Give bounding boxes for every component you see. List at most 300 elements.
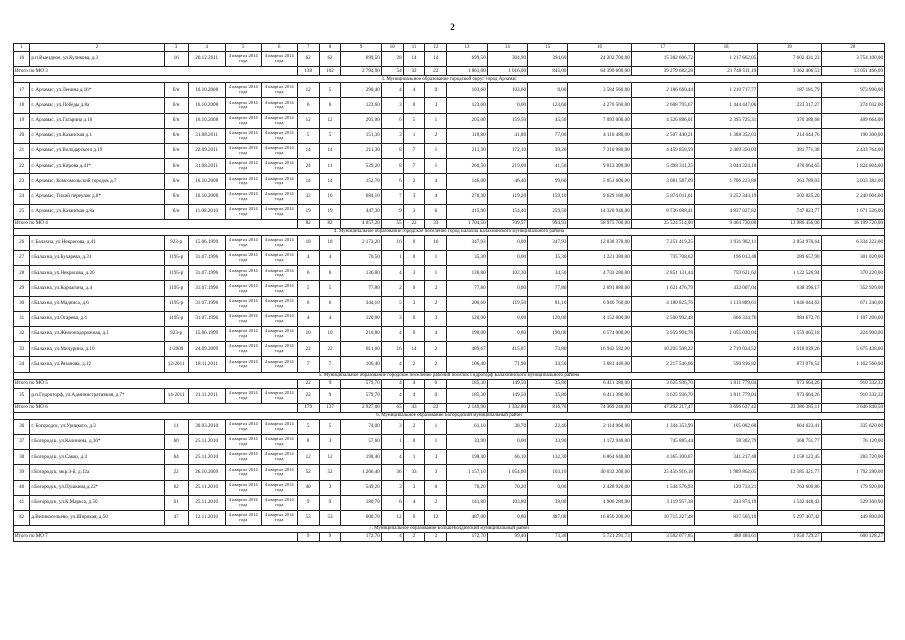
table-cell: 159,10 (528, 189, 568, 204)
table-cell: 4 квартал 2014 года (261, 480, 297, 495)
table-cell: 5 498 311,25 (631, 159, 694, 174)
column-number: 17 (631, 44, 694, 52)
table-row (14, 83, 885, 98)
table-cell: 4 квартал 2014 года (225, 450, 261, 465)
table-cell: 4 квартал 2014 года (261, 327, 297, 342)
table-cell: 5 675 438,00 (821, 342, 884, 357)
table-cell: 31.07.1996 (188, 251, 225, 266)
table-cell: 4 (381, 327, 403, 342)
table-cell: 394,60 (528, 52, 568, 67)
table-cell: 1 (425, 143, 447, 158)
table-cell: 2 217 546,66 (631, 357, 694, 372)
table-cell: 36 (381, 465, 403, 480)
table-cell: 7 (403, 143, 425, 158)
subtotal-cell: 816,70 (528, 403, 568, 412)
subtotal-cell: 58 975 700,00 (568, 219, 631, 228)
table-cell: 370 220,00 (821, 266, 884, 281)
table-cell: 9 629 180,00 (568, 189, 631, 204)
table-cell: 22.09.2011 (188, 143, 225, 158)
table-cell: 198,40 (341, 450, 381, 465)
table-cell: 3 584 560,00 (568, 83, 631, 98)
table-cell: 15.06.1999 (188, 327, 225, 342)
subtotal-cell: 172,70 (447, 533, 487, 542)
table-cell: 4 (319, 251, 341, 266)
table-cell: 136,80 (447, 266, 487, 281)
table-cell: 2 608 795,67 (631, 98, 694, 113)
table-cell: 5 (319, 128, 341, 143)
table-cell: 190 300,00 (821, 128, 884, 143)
table-cell: 26 (14, 235, 30, 250)
table-cell: 22 (14, 159, 30, 174)
table-row (14, 327, 885, 342)
table-cell: 16.10.2008 (188, 174, 225, 189)
table-cell: 4 квартал 2014 года (225, 204, 261, 219)
table-cell: 470 664,65 (758, 159, 821, 174)
table-cell: 7 (381, 189, 403, 204)
table-cell: 16.10.2008 (188, 113, 225, 128)
table-cell: 4 квартал 2014 года (261, 251, 297, 266)
subtotal-cell: 5 721 291,73 (568, 533, 631, 542)
column-number: 10 (381, 44, 403, 52)
table-cell: 2 507 440,21 (631, 128, 694, 143)
table-cell: 3 (425, 311, 447, 326)
table-cell: 4 квартал 2014 года (261, 235, 297, 250)
table-cell: 0,00 (528, 83, 568, 98)
table-cell: 699,50 (447, 52, 487, 67)
subtotal-cell: 13 051 466,00 (821, 67, 884, 76)
table-cell: 415,90 (447, 204, 487, 219)
table-cell: 62 (164, 480, 188, 495)
table-cell: 4 906 280,00 (568, 495, 631, 510)
column-number: 13 (447, 44, 487, 52)
table-cell: 489,67 (447, 342, 487, 357)
table-cell: 2 (425, 281, 447, 296)
table-cell: 2 433 764,00 (821, 143, 884, 158)
section-heading: 4. Муниципальное образование городское поселение город Балахна Балахнинского муниципального района (14, 228, 885, 235)
table-cell: 1 (381, 251, 403, 266)
table-cell: 4 365 300,07 (631, 450, 694, 465)
table-cell: 3 (403, 480, 425, 495)
table-cell: 381 771,38 (758, 143, 821, 158)
table-cell: 1 444 447,06 (694, 98, 757, 113)
table-cell: 12-2011 (164, 357, 188, 372)
table-cell: 24 (14, 189, 30, 204)
subtotal-label: Итого по МО 4 (14, 219, 298, 228)
table-cell: 1-2009 (164, 342, 188, 357)
address-cell: г. Арзамас, ул.Казанская д.8а (30, 204, 164, 219)
table-cell: 16.10.2008 (188, 189, 225, 204)
table-cell: 3 252 343,19 (694, 189, 757, 204)
table-cell: 22 (297, 342, 319, 357)
table-cell: 4 018 039,26 (758, 342, 821, 357)
table-cell: 198,40 (447, 450, 487, 465)
table-cell: 62 (319, 52, 341, 67)
table-cell: 7 310 980,00 (568, 143, 631, 158)
table-cell: 35,80 (528, 388, 568, 403)
subtotal-cell: 33 (425, 219, 447, 228)
table-cell: 3 (319, 434, 341, 449)
table-cell: 196 013,48 (694, 251, 757, 266)
table-cell: 0 (425, 480, 447, 495)
table-cell: 21 (14, 143, 30, 158)
subtotal-cell: 579,70 (341, 379, 381, 388)
table-cell: 2 240 004,00 (821, 189, 884, 204)
table-cell: 33,90 (528, 434, 568, 449)
table-cell: 2 (403, 419, 425, 434)
address-cell: г. Арзамас, Тихий переулок д.8* (30, 189, 164, 204)
subtotal-cell: 4 (381, 379, 403, 388)
table-cell: 4 квартал 2014 года (225, 465, 261, 480)
table-cell: 4 459 858,59 (631, 143, 694, 158)
table-cell: 0 (403, 434, 425, 449)
table-cell: 64 (164, 450, 188, 465)
table-cell: 1 542 448,43 (758, 495, 821, 510)
table-cell: 2 395 725,31 (694, 113, 757, 128)
subtotal-cell: 64 390 600,00 (568, 67, 631, 76)
column-number: 12 (425, 44, 447, 52)
table-cell: 190,00 (447, 327, 487, 342)
table-cell: 7 093 000,00 (568, 113, 631, 128)
table-cell: 2 186 660,44 (631, 83, 694, 98)
table-cell: 0 (403, 251, 425, 266)
table-cell: 4 (381, 450, 403, 465)
address-cell: г.Балахна, ул.Огарева, д.4 (30, 311, 164, 326)
table-cell: 7 602 431,23 (758, 52, 821, 67)
table-cell: 14 320 940,00 (568, 204, 631, 219)
table-cell: 159,50 (487, 113, 527, 128)
subtotal-cell: 39 279 682,28 (631, 67, 694, 76)
table-cell: 3 (425, 450, 447, 465)
address-cell: г. Арзамас, ул.Володарского д.19 (30, 143, 164, 158)
table-cell: 529,20 (341, 159, 381, 174)
subtotal-cell: 43 (403, 403, 425, 412)
table-cell: 16 850 200,00 (568, 510, 631, 525)
housing-program-table (13, 43, 885, 542)
table-cell: 62 (297, 52, 319, 67)
table-cell: 32 (297, 189, 319, 204)
table-cell: 4 квартал 2014 года (261, 174, 297, 189)
table-cell: 6 (381, 495, 403, 510)
table-cell: 105 082,60 (694, 419, 757, 434)
table-cell: б/н (164, 174, 188, 189)
table-cell: 31.07.1996 (188, 311, 225, 326)
table-cell: 6 411 380,00 (568, 388, 631, 403)
table-cell: 4 квартал 2014 года (225, 98, 261, 113)
table-cell: 12.11.2010 (188, 510, 225, 525)
table-cell: 759 621,62 (694, 266, 757, 281)
table-cell: 600,70 (341, 510, 381, 525)
table-cell: 223 317,27 (758, 98, 821, 113)
table-cell: 28 (14, 266, 30, 281)
subtotal-cell: 22 (425, 67, 447, 76)
table-row (14, 450, 885, 465)
table-cell: 502 825,20 (758, 189, 821, 204)
table-cell: 3 033 382,00 (821, 174, 884, 189)
table-cell: 6 (425, 204, 447, 219)
table-cell: 2 (425, 342, 447, 357)
table-cell: 6 (319, 98, 341, 113)
table-cell: 33 (403, 465, 425, 480)
table-cell: 3 119 957,38 (631, 495, 694, 510)
subtotal-row (14, 403, 885, 412)
table-cell: 1 217 662,05 (694, 52, 757, 67)
table-cell: 12 (319, 113, 341, 128)
table-cell: 984 672,76 (758, 311, 821, 326)
table-cell: 120,00 (447, 311, 487, 326)
table-cell: 7 (403, 159, 425, 174)
subtotal-cell: 47 292 217,47 (631, 403, 694, 412)
table-cell: б/н (164, 143, 188, 158)
table-row (14, 357, 885, 372)
table-cell: 77,80 (341, 281, 381, 296)
table-cell: 9 (297, 495, 319, 510)
table-cell: 3 (381, 419, 403, 434)
address-cell: г.Богородск, ул.Сакко, д.3 (30, 450, 164, 465)
table-cell: 347,93 (447, 235, 487, 250)
table-cell: 4 квартал 2014 года (225, 159, 261, 174)
table-cell: 52 (319, 465, 341, 480)
table-cell: 289 657,90 (758, 251, 821, 266)
table-cell: 0 (403, 281, 425, 296)
table-cell: 4 276 560,00 (568, 98, 631, 113)
table-cell: 77,80 (528, 281, 568, 296)
subtotal-cell: 2 149,90 (447, 403, 487, 412)
table-cell: 25.11.2010 (188, 450, 225, 465)
table-cell: 4 733 280,00 (568, 266, 631, 281)
table-cell: 2 (425, 357, 447, 372)
table-cell: 1 621 476,79 (631, 281, 694, 296)
table-cell: 0,00 (487, 235, 527, 250)
table-cell: 1 107 200,00 (821, 311, 884, 326)
table-cell: 0 (425, 388, 447, 403)
table-cell: 4 квартал 2014 года (261, 113, 297, 128)
table-cell: 283 720,00 (821, 450, 884, 465)
subtotal-cell: 179 (297, 403, 319, 412)
table-cell: 2 428 920,00 (568, 480, 631, 495)
table-cell: 10 (319, 327, 341, 342)
table-cell: 0,00 (487, 311, 527, 326)
table-cell: 1 (403, 128, 425, 143)
table-cell: 154,40 (487, 204, 527, 219)
table-cell: 18.11.2011 (188, 357, 225, 372)
table-cell: 923-р (164, 235, 188, 250)
table-cell: 25.11.2010 (188, 480, 225, 495)
table-cell: 39,20 (528, 143, 568, 158)
table-cell: 4 квартал 2014 года (261, 159, 297, 174)
table-cell: 6 (381, 174, 403, 189)
table-cell: 910 332,32 (821, 388, 884, 403)
table-cell: 638 396,17 (758, 281, 821, 296)
table-cell: 151,30 (341, 128, 381, 143)
table-cell: 12 (381, 510, 403, 525)
table-cell: 3 (381, 128, 403, 143)
address-cell: г.Балахна, ул.Рязанова, д.12 (30, 357, 164, 372)
table-cell: 335 620,00 (821, 419, 884, 434)
table-cell: 1 055 030,04 (694, 327, 757, 342)
table-cell: 3 044 324,10 (694, 159, 757, 174)
subtotal-cell: 9 (319, 533, 341, 542)
table-cell: 5 (297, 281, 319, 296)
table-cell: 102,30 (487, 266, 527, 281)
subtotal-cell: 3 362 406,53 (758, 67, 821, 76)
table-cell: 14 (319, 174, 341, 189)
table-cell: 8 736 088,41 (631, 204, 694, 219)
subtotal-cell: 3 582 077,85 (631, 533, 694, 542)
table-cell: 243 874,19 (694, 495, 757, 510)
table-cell: 28 (381, 52, 403, 67)
column-number: 4 (188, 44, 225, 52)
column-number: 7 (297, 44, 319, 52)
section-heading: 5. Муниципальное образование городское поселение рабочий поселок Гидроторф Балахнинского муниципального района (14, 372, 885, 379)
table-cell: 179 920,00 (821, 480, 884, 495)
table-cell: 1 671 526,00 (821, 204, 884, 219)
table-cell: 10 715 227,48 (631, 510, 694, 525)
table-cell: 11.08.2010 (188, 204, 225, 219)
subtotal-cell: 102 (319, 67, 341, 76)
table-cell: 185,30 (447, 388, 487, 403)
table-cell: 4 квартал 2014 года (225, 83, 261, 98)
column-number: 14 (487, 44, 527, 52)
table-cell: 8 (381, 159, 403, 174)
table-cell: 4 (425, 174, 447, 189)
table-cell: 23 (14, 174, 30, 189)
subtotal-label: Итого по МО 6 (14, 403, 298, 412)
table-cell: 7 (319, 357, 341, 372)
table-cell: 4 квартал 2014 года (261, 266, 297, 281)
address-cell: г.Балахна, ул.Железнодорожная, д.1 (30, 327, 164, 342)
address-cell: г.Балахна, ул.Некрасова, д.20 (30, 266, 164, 281)
table-cell: 3 (403, 189, 425, 204)
table-cell: 6 (297, 296, 319, 311)
table-cell: 5 (403, 113, 425, 128)
table-cell: 1 (425, 434, 447, 449)
subtotal-cell: 2 927,00 (341, 403, 381, 412)
subtotal-label: Итого по МО 7 (14, 533, 298, 542)
table-cell: 3 (403, 204, 425, 219)
table-cell: 2 (425, 296, 447, 311)
table-cell: 1195-р (164, 311, 188, 326)
subtotal-cell: 2 (403, 533, 425, 542)
table-cell: 41,80 (487, 128, 527, 143)
table-cell: 1 792 280,00 (821, 465, 884, 480)
column-number: 15 (528, 44, 568, 52)
subtotal-cell: 73,30 (528, 533, 568, 542)
table-cell: 60 (164, 434, 188, 449)
table-cell: 4 326 886,01 (631, 113, 694, 128)
table-cell: 9 (381, 204, 403, 219)
address-cell: р.п.Выездное, ул.Куликова, д.3 (30, 52, 164, 67)
table-cell: 18 (297, 235, 319, 250)
table-row (14, 174, 885, 189)
table-row (14, 296, 885, 311)
table-cell: 40 032 200,00 (568, 465, 631, 480)
column-number: 6 (261, 44, 297, 52)
table-row (14, 465, 885, 480)
table-cell: 1 (425, 419, 447, 434)
column-number: 11 (403, 44, 425, 52)
table-cell: 18 (319, 235, 341, 250)
table-cell: 103,60 (487, 83, 527, 98)
table-cell: 31.07.1996 (188, 281, 225, 296)
table-cell: 73,80 (528, 342, 568, 357)
table-cell: 70,20 (487, 480, 527, 495)
table-cell: 119,20 (487, 189, 527, 204)
table-cell: 2 114 060,00 (568, 419, 631, 434)
table-cell: 38,70 (487, 419, 527, 434)
table-cell: 74,00 (341, 419, 381, 434)
table-cell: 77,00 (528, 128, 568, 143)
address-cell: г.Богородск, ул.К.Маркса, д.50 (30, 495, 164, 510)
table-cell: 119,50 (487, 296, 527, 311)
table-cell: 3 754 100,00 (821, 52, 884, 67)
table-cell: 4 квартал 2014 года (225, 235, 261, 250)
table-cell: б/н (164, 204, 188, 219)
table-cell: 31.08.2011 (188, 159, 225, 174)
table-cell: 214 644,76 (758, 128, 821, 143)
table-cell: 6 (319, 266, 341, 281)
table-cell: 5 (297, 419, 319, 434)
table-cell: 20 (14, 128, 30, 143)
table-cell: 36 (14, 419, 30, 434)
table-cell: 16.10.2008 (188, 83, 225, 98)
table-cell: 45,50 (528, 113, 568, 128)
table-cell: 0 (425, 83, 447, 98)
table-cell: 38 (14, 450, 30, 465)
table-cell: 2 158 122,45 (758, 450, 821, 465)
table-cell: 9 (319, 495, 341, 510)
address-cell: г.Балахна, ул.Мичурина, д.10 (30, 342, 164, 357)
table-cell: 5 874 011,61 (631, 189, 694, 204)
table-cell: 25 (14, 204, 30, 219)
table-cell: 34,50 (528, 266, 568, 281)
table-cell: 31.07.1996 (188, 296, 225, 311)
table-cell: 0,00 (487, 98, 527, 113)
subtotal-cell: 13 986 456,00 (758, 219, 821, 228)
table-cell: 30 (14, 296, 30, 311)
subtotal-cell: 994,93 (528, 219, 568, 228)
address-cell: г.Балахна, ул.Мадниса, д.6 (30, 296, 164, 311)
table-row (14, 342, 885, 357)
table-cell: 120,00 (341, 311, 381, 326)
section-heading-row (14, 228, 885, 235)
table-cell: 99,60 (528, 174, 568, 189)
table-cell: 1 210 717,77 (694, 83, 757, 98)
table-cell: 6 940 760,00 (568, 296, 631, 311)
table-cell: 211,30 (447, 143, 487, 158)
table-cell: 301 020,00 (821, 251, 884, 266)
table-cell: 12 (297, 450, 319, 465)
table-cell: 4 квартал 2014 года (261, 450, 297, 465)
table-cell: 152,70 (341, 174, 381, 189)
table-cell: 12 (425, 510, 447, 525)
table-cell: 2 (425, 495, 447, 510)
table-cell: 52 (297, 465, 319, 480)
section-heading: 6. Муниципальное образование Богородский муниципальный район (14, 412, 885, 419)
table-cell: 735 708,62 (631, 251, 694, 266)
table-cell: 19 (319, 204, 341, 219)
subtotal-cell: 82 (297, 219, 319, 228)
table-row (14, 495, 885, 510)
subtotal-cell: 9 (297, 533, 319, 542)
table-cell: 5 (319, 83, 341, 98)
table-cell: 123,60 (528, 98, 568, 113)
table-cell: 1 221 380,00 (568, 251, 631, 266)
table-cell: 664 623,41 (758, 419, 821, 434)
address-cell: г. Арзамас, Комсомольский городок д.7 (30, 174, 164, 189)
table-cell: 9 013 300,00 (568, 159, 631, 174)
table-cell: 666 334,76 (694, 311, 757, 326)
table-cell: 0 (403, 327, 425, 342)
